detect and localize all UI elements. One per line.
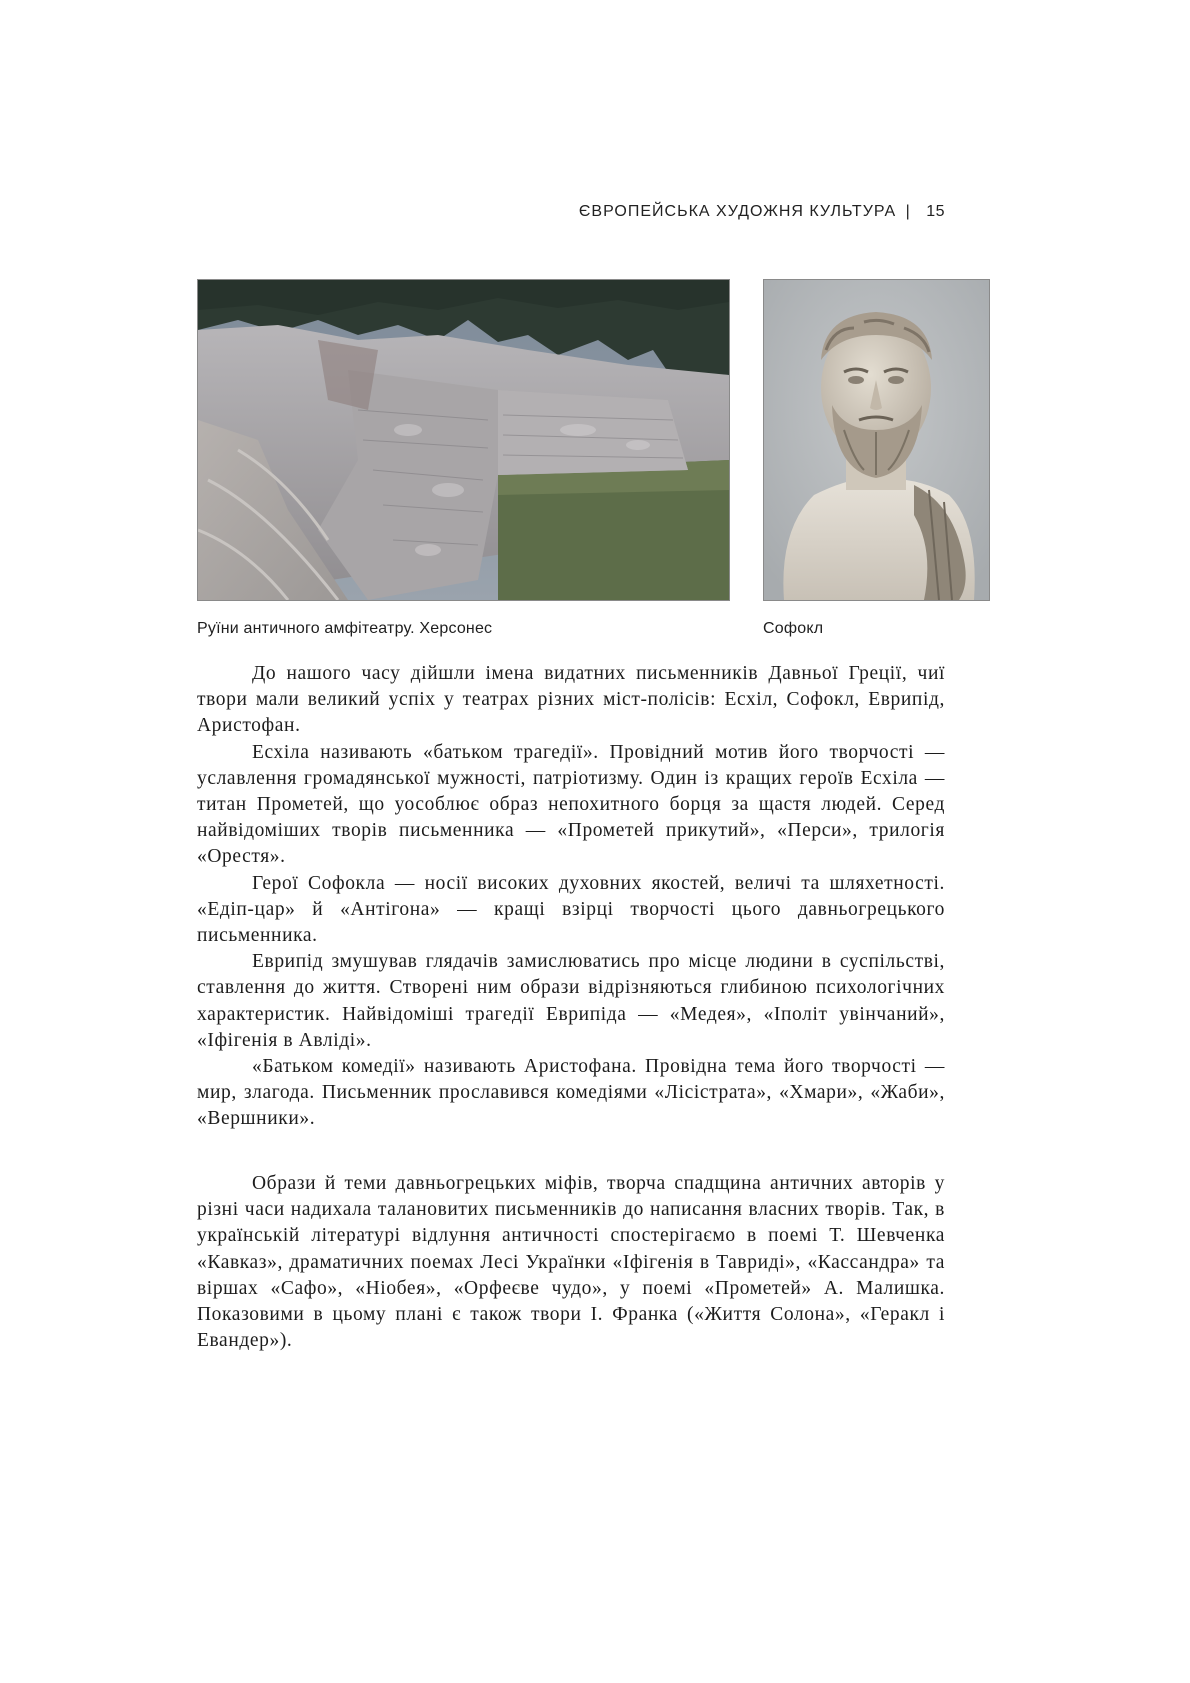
main-text-section-2 xyxy=(197,1171,945,1354)
main-text-section-1 xyxy=(197,661,945,1133)
ruins-illustration xyxy=(198,280,729,600)
ruins-photo xyxy=(197,279,730,601)
paragraph: Есхіла називають «батьком трагедії». Провідний мотив його творчості — уславлення громадянської мужності, патріотизму. Один із кращих героїв Есхіла — титан Прометей, що уособлює образ непохитного борця за щастя людей. Серед найвідоміших творів письменника — «Прометей прикутий», «Перси», трилогія «Орестя». xyxy=(197,741,945,868)
bust-caption: Софокл xyxy=(763,620,824,637)
page-number: 15 xyxy=(926,203,945,220)
sophocles-bust-photo xyxy=(763,279,990,601)
paragraph: До нашого часу дійшли імена видатних письменників Давньої Греції, чиї твори мали великий успіх у театрах різних міст-полісів: Есхіл, Софокл, Еврипід, Аристофан. xyxy=(197,663,945,737)
paragraph: «Батьком комедії» називають Аристофана. Провідна тема його творчості — мир, злагода. Письменник прославився комедіями «Лісістрата», «Хмари», «Жаби», «Вершники». xyxy=(197,1056,945,1130)
paragraph: Герої Софокла — носії високих духовних якостей, величі та шляхетності. «Едіп-цар» й «Антігона» — кращі взірці творчості цього давньогрецького письменника. xyxy=(197,872,945,947)
running-header xyxy=(579,203,945,221)
header-separator: | xyxy=(905,203,911,220)
paragraph: Образи й теми давньогрецьких міфів, творча спадщина античних авторів у різні часи надихала талановитих письменників до написання власних творів. Так, в українській літературі відлуння античності спостерігаємо в поемі Т. Шевченка «Кавказ», драматичних поемах Лесі Українки «Іфігенія в Тавриді», «Кассандра» та віршах «Сафо», «Ніобея», «Орфеєве чудо», у поемі «Прометей» А. Малишка. Показовими в цьому плані є також твори І. Франка («Життя Солона», «Геракл і Евандер»). xyxy=(197,1173,945,1352)
paragraph: Еврипід змушував глядачів замислюватись про місце людини в суспільстві, ставлення до життя. Створені ним образи відрізняються глибиною психологічних характеристик. Найвідоміші трагедії Еврипіда — «Медея», «Іполіт увінчаний», «Іфігенія в Авліді». xyxy=(197,951,945,1051)
bust-illustration xyxy=(764,280,989,600)
ruins-caption: Руїни античного амфітеатру. Херсонес xyxy=(197,620,493,637)
running-title: ЄВРОПЕЙСЬКА ХУДОЖНЯ КУЛЬТУРА xyxy=(578,203,897,220)
